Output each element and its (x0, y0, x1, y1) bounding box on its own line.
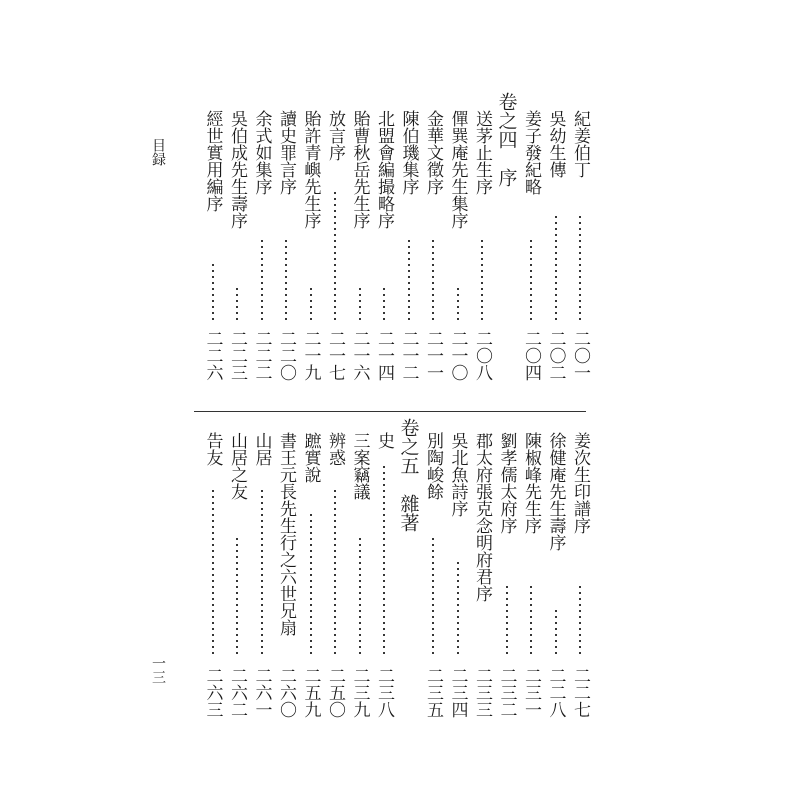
toc-entry-title: 吳伯成先生壽序 (227, 110, 247, 229)
toc-entry-title: 僤巽庵先生集序 (447, 110, 468, 229)
dot-leader (235, 286, 239, 320)
running-head: 目録 (150, 138, 166, 166)
toc-entry-page-number: 二三一 (521, 667, 541, 718)
toc-entry-title: 辨惑 (325, 432, 345, 466)
toc-entry-title: 徐健庵先生壽序 (545, 432, 566, 551)
dot-leader (456, 560, 460, 657)
section-divider (194, 411, 586, 412)
toc-entry-title: 書王元長先生行之六世兄扇 (276, 432, 296, 636)
toc-entry-title: 姜子發紀略 (521, 110, 541, 195)
toc-entry-title: 劉孝儒太府序 (496, 432, 517, 534)
toc-entry-page-number: 二二三 (227, 330, 247, 381)
dot-leader (456, 286, 460, 320)
dot-leader (480, 238, 484, 320)
dot-leader (431, 536, 435, 657)
toc-entry-page-number: 二一四 (374, 330, 394, 381)
toc-entry-page-number: 二一二 (398, 330, 419, 381)
toc-entry-page-number: 二一一 (423, 330, 443, 381)
dot-leader (211, 262, 215, 320)
toc-entry-title: 經世實用編序 (202, 110, 223, 212)
dot-leader (211, 488, 215, 657)
toc-entry-title: 紀姜伯丁 (570, 110, 590, 178)
toc-entry-title: 貽曹秋岳先生序 (349, 110, 370, 229)
dot-leader (382, 464, 386, 657)
dot-leader (529, 238, 533, 320)
toc-entry-page-number: 二二七 (570, 667, 590, 718)
toc-entry-title: 余式如集序 (251, 110, 272, 195)
toc-entry-page-number: 二三三 (472, 667, 492, 718)
dot-leader (578, 214, 582, 320)
dot-leader (505, 584, 509, 657)
toc-entry-page-number: 二六〇 (276, 667, 296, 718)
dot-leader (260, 238, 264, 320)
toc-entry-page-number: 二〇四 (521, 330, 541, 381)
toc-entry-title: 貽許青嶼先生序 (300, 110, 321, 229)
toc-entry-title: 山居 (251, 432, 272, 466)
toc-entry-page-number: 二三五 (423, 667, 443, 718)
toc-entry-page-number: 二〇二 (545, 330, 566, 381)
dot-leader (309, 512, 313, 657)
toc-entry-page-number: 二五九 (300, 667, 321, 718)
toc-entry-page-number: 二二二 (251, 330, 272, 381)
toc-entry-title: 別陶峻餘 (423, 432, 443, 500)
toc-entry-page-number: 二六一 (251, 667, 272, 718)
dot-leader (554, 608, 558, 657)
dot-leader (382, 286, 386, 320)
toc-entry-page-number: 二三九 (349, 667, 370, 718)
toc-entry-title: 山居之友 (227, 432, 247, 500)
toc-entry-title: 陳椒峰先生序 (521, 432, 541, 534)
toc-entry-title: 吳幼生傳 (545, 110, 566, 178)
dot-leader (284, 238, 288, 320)
section-heading: 卷之五 雜著 (397, 418, 420, 532)
dot-leader (333, 190, 337, 320)
toc-entry-title: 告友 (202, 432, 223, 466)
toc-entry-title: 蹠實說 (300, 432, 321, 483)
toc-entry-page-number: 二一六 (349, 330, 370, 381)
toc-entry-page-number: 二二八 (545, 667, 566, 718)
toc-entry-page-number: 二三四 (447, 667, 468, 718)
dot-leader (554, 214, 558, 320)
dot-leader (529, 584, 533, 657)
toc-entry-page-number: 二一〇 (447, 330, 468, 381)
toc-entry-title: 吳北魚詩序 (447, 432, 468, 517)
toc-entry-page-number: 二六二 (227, 667, 247, 718)
toc-entry-page-number: 二〇八 (472, 330, 492, 381)
toc-entry-page-number: 二〇一 (570, 330, 590, 381)
toc-entry-page-number: 二一九 (300, 330, 321, 381)
toc-entry-page-number: 二三二 (496, 667, 517, 718)
toc-entry-title: 送茅止生序 (472, 110, 492, 195)
dot-leader (407, 238, 411, 320)
dot-leader (358, 286, 362, 320)
dot-leader (260, 488, 264, 657)
toc-entry-page-number: 二一七 (325, 330, 345, 381)
dot-leader (358, 536, 362, 657)
toc-entry-title: 姜次生印譜序 (570, 432, 590, 534)
toc-entry-title: 放言序 (325, 110, 345, 161)
toc-entry-title: 北盟會編撮略序 (374, 110, 394, 229)
toc-entry-title: 陳伯璣集序 (398, 110, 419, 195)
toc-entry-page-number: 二二六 (202, 330, 223, 381)
dot-leader (333, 488, 337, 657)
toc-entry-title: 三案竊議 (349, 432, 370, 500)
toc-entry-page-number: 二六三 (202, 667, 223, 718)
toc-entry-title: 史 (374, 432, 394, 449)
dot-leader (309, 286, 313, 320)
toc-entry-title: 讀史罪言序 (276, 110, 296, 195)
dot-leader (235, 536, 239, 657)
page-number: 一三 (150, 656, 166, 684)
section-heading: 卷之四 序 (495, 92, 518, 187)
dot-leader (578, 584, 582, 657)
toc-entry-title: 金華文徵序 (423, 110, 443, 195)
toc-entry-page-number: 二五〇 (325, 667, 345, 718)
toc-entry-page-number: 二二〇 (276, 330, 296, 381)
dot-leader (431, 238, 435, 320)
toc-entry-page-number: 二三八 (374, 667, 394, 718)
toc-entry-title: 郡太府張克念明府君序 (472, 432, 492, 602)
